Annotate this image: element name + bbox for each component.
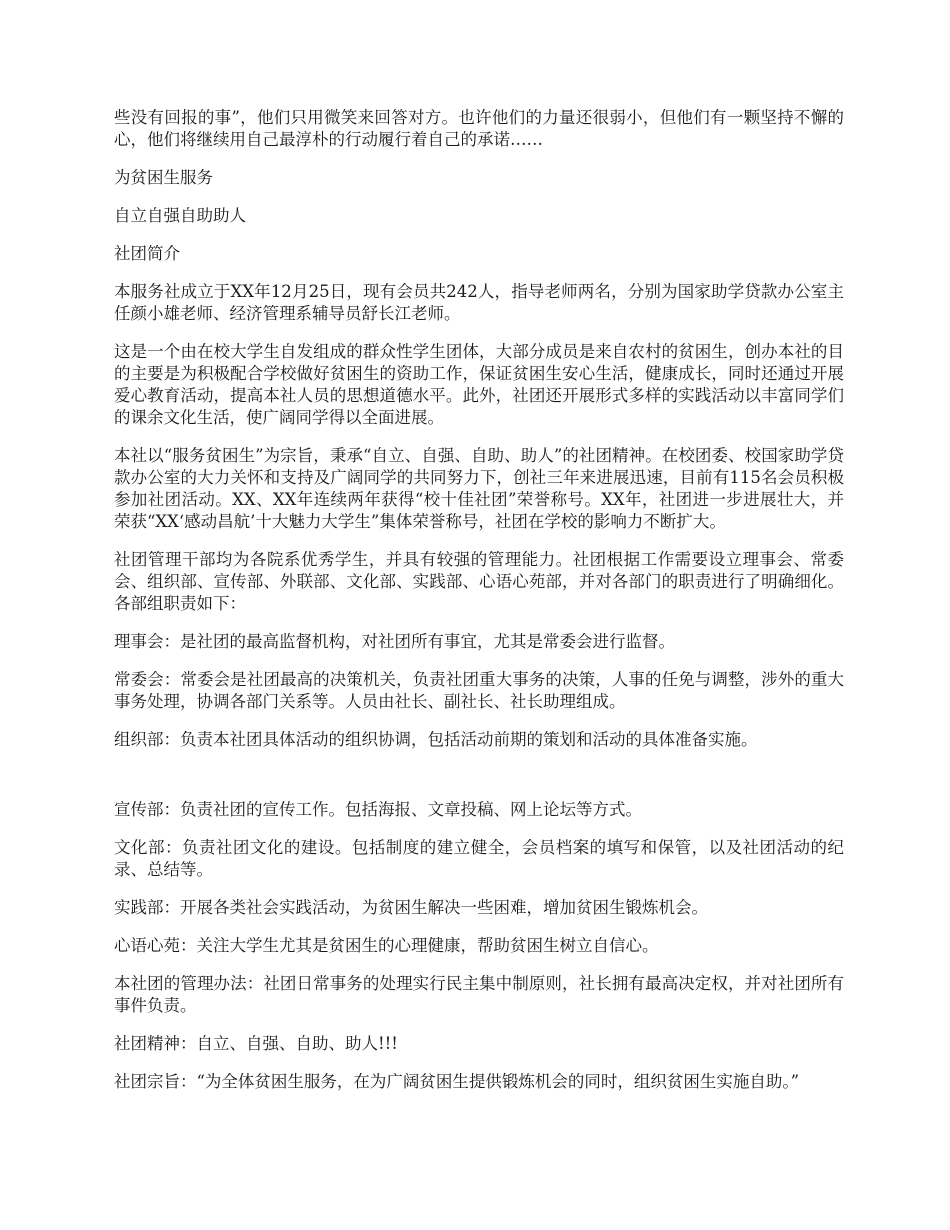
paragraph-founding: 本服务社成立于XX年12月25日，现有会员共242人，指导老师两名，分别为国家助学贷款办公室主任颜小雄老师、经济管理系辅导员舒长江老师。 [114, 282, 844, 323]
paragraph-council: 理事会：是社团的最高监督机构，对社团所有事宜，尤其是常委会进行监督。 [114, 632, 675, 651]
paragraph-club-mission: 社团宗旨：“为全体贫困生服务，在为广阔贫困生提供锻炼机会的同时，组织贫困生实施自助。” [114, 1072, 800, 1091]
paragraph-intro-continuation: 些没有回报的事”，他们只用微笑来回答对方。也许他们的力量还很弱小，但他们有一颗坚持不懈的心，他们将继续用自己最淳朴的行动履行着自己的承诺…… [114, 108, 844, 149]
paragraph-management-structure: 社团管理干部均为各院系优秀学生，并具有较强的管理能力。社团根据工作需要设立理事会、常委会、组织部、宣传部、外联部、文化部、实践部、心语心苑部，并对各部门的职责进行了明确细化。各部组职责如下： [114, 550, 844, 613]
paragraph-standing-committee: 常委会：常委会是社团最高的决策机关，负责社团重大事务的决策，人事的任免与调整，涉外的重大事务处理，协调各部门关系等。人员由社长、副社长、社长助理组成。 [114, 670, 844, 711]
paragraph-purpose: 这是一个由在校大学生自发组成的群众性学生团体，大部分成员是来自农村的贫困生，创办本社的目的主要是为积极配合学校做好贫困生的资助工作，保证贫困生安心生活，健康成长，同时还通过开展爱心教育活动，提高本社人员的思想道德水平。此外，社团还开展形式多样的实践活动以丰富同学们的课余文化生活，使广阔同学得以全面进展。 [114, 342, 844, 427]
paragraph-publicity-dept: 宣传部：负责社团的宣传工作。包括海报、文章投稿、网上论坛等方式。 [114, 800, 642, 819]
paragraph-heart-garden: 心语心苑：关注大学生尤其是贫困生的心理健康，帮助贫困生树立自信心。 [114, 936, 659, 955]
paragraph-gap [114, 767, 844, 799]
paragraph-achievements: 本社以“服务贫困生”为宗旨，秉承“自立、自强、自助、助人”的社团精神。在校团委、校国家助学贷款办公室的大力关怀和支持及广阔同学的共同努力下，创社三年来进展迅速，目前有115名会员积极参加社团活动。XX、XX年连续两年获得“校十佳社团”荣誉称号。XX年，社团进一步进展壮大，并荣获“XX‘感动昌航’十大魅力大学生”集体荣誉称号，社团在学校的影响力不断扩大。 [114, 446, 844, 531]
paragraph-organization-dept: 组织部：负责本社团具体活动的组织协调，包括活动前期的策划和活动的具体准备实施。 [114, 730, 758, 749]
paragraph-slogan-service: 为贫困生服务 [114, 168, 213, 187]
paragraph-slogan-motto: 自立自强自助助人 [114, 206, 246, 225]
paragraph-culture-dept: 文化部：负责社团文化的建设。包括制度的建立健全，会员档案的填写和保管，以及社团活动的纪录、总结等。 [114, 838, 844, 879]
paragraph-practice-dept: 实践部：开展各类社会实践活动，为贫困生解决一些困难，增加贫困生锻炼机会。 [114, 898, 708, 917]
document-page [114, 107, 844, 1109]
section-heading-club-intro: 社团简介 [114, 244, 180, 263]
paragraph-management-method: 本社团的管理办法：社团日常事务的处理实行民主集中制原则，社长拥有最高决定权，并对社团所有事件负责。 [114, 974, 844, 1015]
paragraph-club-spirit: 社团精神：自立、自强、自助、助人!!! [114, 1034, 398, 1053]
